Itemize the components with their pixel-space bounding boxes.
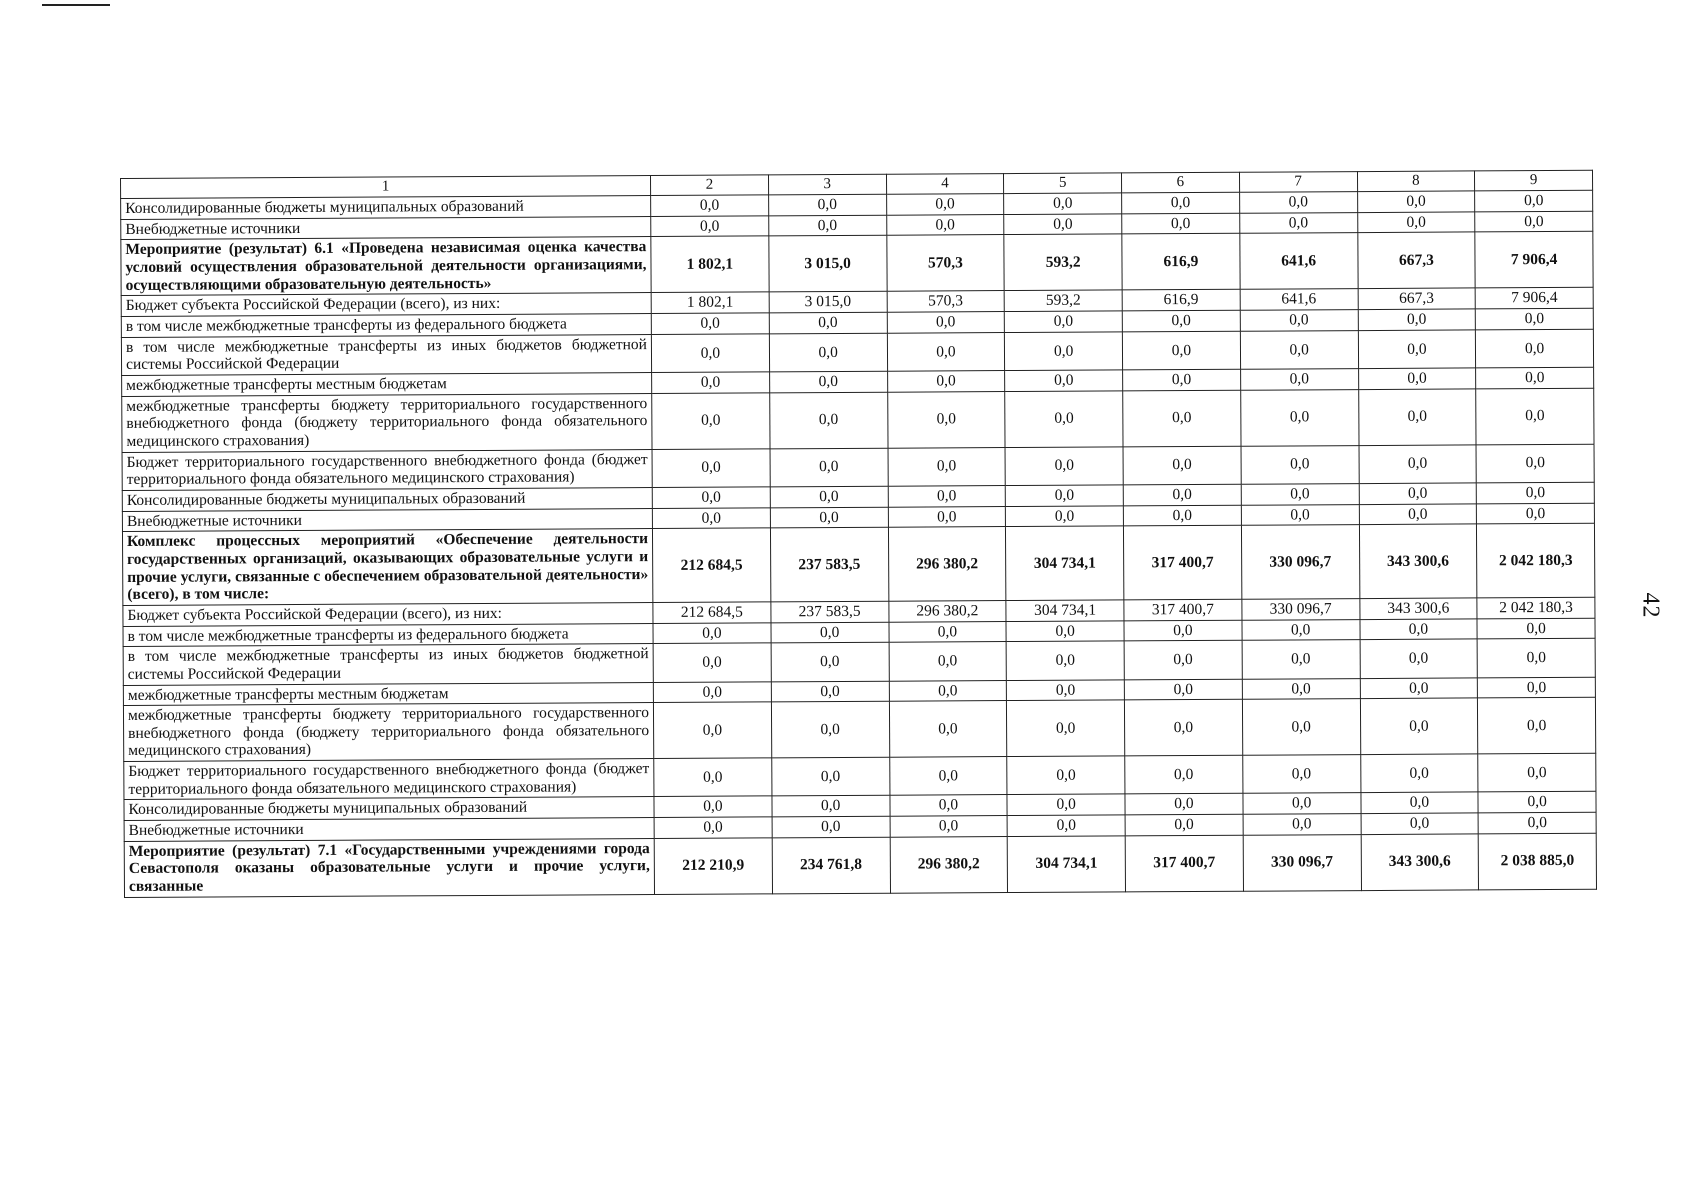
value-cell: 0,0 [1476,367,1594,388]
value-cell: 212 684,5 [652,528,770,602]
value-cell: 0,0 [889,680,1007,701]
table-row [123,697,1595,761]
value-cell: 0,0 [1478,792,1596,813]
value-cell: 0,0 [1358,330,1476,369]
value-cell: 0,0 [1242,640,1360,679]
value-cell: 0,0 [888,506,1006,527]
value-cell: 0,0 [1005,370,1123,391]
value-cell: 343 300,6 [1359,524,1477,598]
top-rule [42,4,110,6]
value-cell: 0,0 [888,485,1006,506]
value-cell: 0,0 [1124,679,1242,700]
value-cell: 641,6 [1240,289,1358,310]
value-cell: 0,0 [1241,484,1359,505]
value-cell: 0,0 [1478,753,1596,792]
value-cell: 0,0 [1124,620,1242,641]
value-cell: 0,0 [1243,814,1361,835]
value-cell: 0,0 [1477,618,1595,639]
value-cell: 0,0 [1005,332,1123,371]
value-cell: 0,0 [1477,503,1595,524]
row-label: Консолидированные бюджеты муниципальных образований [124,797,654,821]
value-cell: 0,0 [652,487,770,508]
value-cell: 0,0 [1239,192,1357,213]
value-cell: 0,0 [651,334,769,373]
value-cell: 0,0 [1242,619,1360,640]
value-cell: 0,0 [1005,485,1123,506]
value-cell: 0,0 [889,757,1007,796]
value-cell: 0,0 [1241,504,1359,525]
value-cell: 616,9 [1122,234,1240,291]
value-cell: 1 802,1 [651,236,769,293]
value-cell: 0,0 [1240,369,1358,390]
value-cell: 304 734,1 [1006,600,1124,621]
value-cell: 0,0 [771,757,889,796]
value-cell: 0,0 [1477,638,1595,677]
value-cell: 0,0 [1475,211,1593,232]
row-label: межбюджетные трансферты местным бюджетам [122,373,652,397]
value-cell: 0,0 [887,371,1005,392]
value-cell: 0,0 [770,507,888,528]
row-label: Консолидированные бюджеты муниципальных образований [121,196,651,220]
value-cell: 0,0 [1476,308,1594,329]
value-cell: 0,0 [654,758,772,797]
value-cell: 330 096,7 [1241,525,1359,599]
value-cell: 0,0 [1358,368,1476,389]
value-cell: 0,0 [1478,677,1596,698]
value-cell: 0,0 [1476,388,1594,445]
value-cell: 0,0 [1240,330,1358,369]
value-cell: 0,0 [1007,679,1125,700]
value-cell: 616,9 [1122,290,1240,311]
value-cell: 0,0 [1243,793,1361,814]
value-cell: 0,0 [1240,310,1358,331]
row-label: Консолидированные бюджеты муниципальных образований [122,487,652,511]
value-cell: 0,0 [652,393,770,450]
value-cell: 0,0 [1242,755,1360,794]
value-cell: 0,0 [889,642,1007,681]
value-cell: 0,0 [1006,641,1124,680]
row-label: Бюджет субъекта Российской Федерации (всего), из них: [123,602,653,626]
budget-table-sheet [120,170,1596,898]
value-cell: 0,0 [1123,369,1241,390]
value-cell: 0,0 [1359,483,1477,504]
value-cell: 0,0 [888,447,1006,486]
value-cell: 237 583,5 [770,527,888,601]
value-cell: 0,0 [771,681,889,702]
value-cell: 0,0 [1242,699,1360,756]
value-cell: 0,0 [888,621,1006,642]
table-row [124,833,1596,897]
value-cell: 343 300,6 [1359,598,1477,619]
value-cell: 0,0 [1124,699,1242,756]
value-cell: 0,0 [1239,212,1357,233]
header-cell: 7 [1239,172,1357,193]
header-cell: 5 [1004,173,1122,194]
value-cell: 0,0 [1123,390,1241,447]
value-cell: 317 400,7 [1123,525,1241,599]
value-cell: 0,0 [1358,309,1476,330]
value-cell: 0,0 [1125,755,1243,794]
value-cell: 593,2 [1004,290,1122,311]
value-cell: 0,0 [1004,193,1122,214]
value-cell: 0,0 [1122,192,1240,213]
value-cell: 0,0 [651,313,769,334]
value-cell: 2 042 180,3 [1477,597,1595,618]
value-cell: 0,0 [1360,754,1478,793]
value-cell: 212 684,5 [653,602,771,623]
value-cell: 0,0 [886,214,1004,235]
value-cell: 0,0 [652,449,770,488]
value-cell: 0,0 [1360,639,1478,678]
value-cell: 0,0 [1359,445,1477,484]
value-cell: 0,0 [653,622,771,643]
value-cell: 0,0 [771,701,889,758]
row-label: Бюджет субъекта Российской Федерации (всего), из них: [121,293,651,317]
value-cell: 0,0 [1125,794,1243,815]
value-cell: 0,0 [653,643,771,682]
value-cell: 0,0 [1476,482,1594,503]
value-cell: 0,0 [1242,678,1360,699]
row-label: в том числе межбюджетные трансферты из иных бюджетов бюджетной системы Российской Федерации [121,334,651,375]
value-cell: 667,3 [1358,288,1476,309]
value-cell: 0,0 [1122,310,1240,331]
value-cell: 0,0 [1478,812,1596,833]
value-cell: 593,2 [1004,234,1122,291]
value-cell: 0,0 [1360,698,1478,755]
value-cell: 0,0 [887,332,1005,371]
value-cell: 0,0 [1122,213,1240,234]
value-cell: 0,0 [1007,756,1125,795]
value-cell: 304 734,1 [1007,836,1125,893]
table-body [121,190,1597,897]
value-cell: 0,0 [1125,814,1243,835]
value-cell: 641,6 [1240,233,1358,290]
table-row [122,388,1594,452]
row-label: в том числе межбюджетные трансферты из федерального бюджета [123,623,653,647]
value-cell: 0,0 [769,392,887,449]
value-cell: 570,3 [886,235,1004,292]
value-cell: 330 096,7 [1242,598,1360,619]
row-label: в том числе межбюджетные трансферты из федерального бюджета [121,314,651,338]
row-label: Мероприятие (результат) 6.1 «Проведена независимая оценка качества условий осуществления образовательной деятельности организациями, осуществляющими образовательную деятельность» [121,237,651,296]
value-cell: 0,0 [768,194,886,215]
value-cell: 0,0 [651,195,769,216]
value-cell: 0,0 [1005,391,1123,448]
row-label: Внебюджетные источники [121,216,651,240]
value-cell: 296 380,2 [890,836,1008,893]
value-cell: 0,0 [889,795,1007,816]
value-cell: 0,0 [1357,212,1475,233]
value-cell: 0,0 [772,796,890,817]
value-cell: 0,0 [1359,618,1477,639]
value-cell: 0,0 [1123,484,1241,505]
value-cell: 0,0 [654,796,772,817]
value-cell: 0,0 [1006,505,1124,526]
value-cell: 0,0 [886,194,1004,215]
value-cell: 317 400,7 [1124,599,1242,620]
value-cell: 7 906,4 [1475,232,1593,289]
value-cell: 0,0 [1360,792,1478,813]
value-cell: 0,0 [1124,640,1242,679]
value-cell: 0,0 [1007,815,1125,836]
row-label: Мероприятие (результат) 7.1 «Государственными учреждениями города Севастополя оказаны образовательные услуги и прочие услуги, связанные [124,838,654,897]
value-cell: 3 015,0 [769,236,887,293]
value-cell: 0,0 [1357,191,1475,212]
row-label: межбюджетные трансферты бюджету территориального государственного внебюджетного фонда (бюджету территориального фонда обязательного медицинского страхования) [123,703,653,762]
value-cell: 0,0 [1241,445,1359,484]
value-cell: 0,0 [1361,813,1479,834]
value-cell: 237 583,5 [771,601,889,622]
value-cell: 317 400,7 [1125,835,1243,892]
value-cell: 3 015,0 [769,292,887,313]
value-cell: 343 300,6 [1361,834,1479,891]
row-label: Внебюджетные источники [122,508,652,532]
row-label: межбюджетные трансферты местным бюджетам [123,682,653,706]
header-cell: 8 [1357,171,1475,192]
value-cell: 2 038 885,0 [1478,833,1596,890]
value-cell: 0,0 [769,371,887,392]
row-label: межбюджетные трансферты бюджету территориального государственного внебюджетного фонда (бюджету территориального фонда обязательного медицинского страхования) [122,393,652,452]
value-cell: 0,0 [1478,697,1596,754]
value-cell: 0,0 [653,702,771,759]
header-cell: 9 [1475,170,1593,191]
value-cell: 0,0 [654,817,772,838]
value-cell: 0,0 [770,486,888,507]
value-cell: 0,0 [769,333,887,372]
value-cell: 0,0 [652,507,770,528]
budget-table [120,170,1597,898]
value-cell: 0,0 [1360,677,1478,698]
value-cell: 0,0 [1123,505,1241,526]
table-row [121,232,1593,296]
value-cell: 0,0 [1476,444,1594,483]
row-label: Внебюджетные источники [124,818,654,842]
value-cell: 0,0 [1007,794,1125,815]
value-cell: 2 042 180,3 [1477,524,1595,598]
page-number: 42 [1637,592,1664,619]
value-cell: 0,0 [1005,311,1123,332]
value-cell: 0,0 [771,622,889,643]
value-cell: 296 380,2 [888,600,1006,621]
row-label: Бюджет территориального государственного внебюджетного фонда (бюджет территориального фонда обязательного медицинского страхования) [124,759,654,800]
table-row [122,524,1594,606]
value-cell: 0,0 [1358,389,1476,446]
value-cell: 0,0 [768,215,886,236]
value-cell: 296 380,2 [888,527,1006,601]
value-cell: 0,0 [653,681,771,702]
value-cell: 1 802,1 [651,292,769,313]
value-cell: 667,3 [1357,232,1475,289]
header-cell: 4 [886,174,1004,195]
value-cell: 234 761,8 [772,837,890,894]
value-cell: 0,0 [1005,447,1123,486]
value-cell: 330 096,7 [1243,834,1361,891]
value-cell: 0,0 [887,312,1005,333]
value-cell: 0,0 [1475,190,1593,211]
value-cell: 0,0 [769,312,887,333]
value-cell: 212 210,9 [654,838,772,895]
value-cell: 0,0 [1359,504,1477,525]
row-label: Комплекс процессных мероприятий «Обеспечение деятельности государственных организаций, оказывающих образовательные услуги и прочие услуги, связанные с обеспечением образовательной деятельности» (всего), в том числе: [122,529,652,606]
row-label: Бюджет территориального государственного внебюджетного фонда (бюджет территориального фонда обязательного медицинского страхования) [122,449,652,490]
value-cell: 570,3 [887,291,1005,312]
value-cell: 0,0 [771,642,889,681]
value-cell: 0,0 [1006,620,1124,641]
value-cell: 0,0 [770,448,888,487]
value-cell: 0,0 [1007,700,1125,757]
value-cell: 7 906,4 [1475,288,1593,309]
header-cell: 2 [650,175,768,196]
value-cell: 0,0 [1240,389,1358,446]
value-cell: 0,0 [1004,214,1122,235]
value-cell: 0,0 [1123,446,1241,485]
value-cell: 0,0 [652,372,770,393]
value-cell: 0,0 [887,391,1005,448]
value-cell: 0,0 [772,816,890,837]
row-label: в том числе межбюджетные трансферты из иных бюджетов бюджетной системы Российской Федерации [123,644,653,685]
value-cell: 0,0 [889,701,1007,758]
header-cell: 1 [121,176,651,199]
value-cell: 304 734,1 [1006,526,1124,600]
value-cell: 0,0 [1122,331,1240,370]
value-cell: 0,0 [651,216,769,237]
value-cell: 0,0 [890,816,1008,837]
header-cell: 6 [1121,172,1239,193]
header-cell: 3 [768,174,886,195]
value-cell: 0,0 [1476,329,1594,368]
